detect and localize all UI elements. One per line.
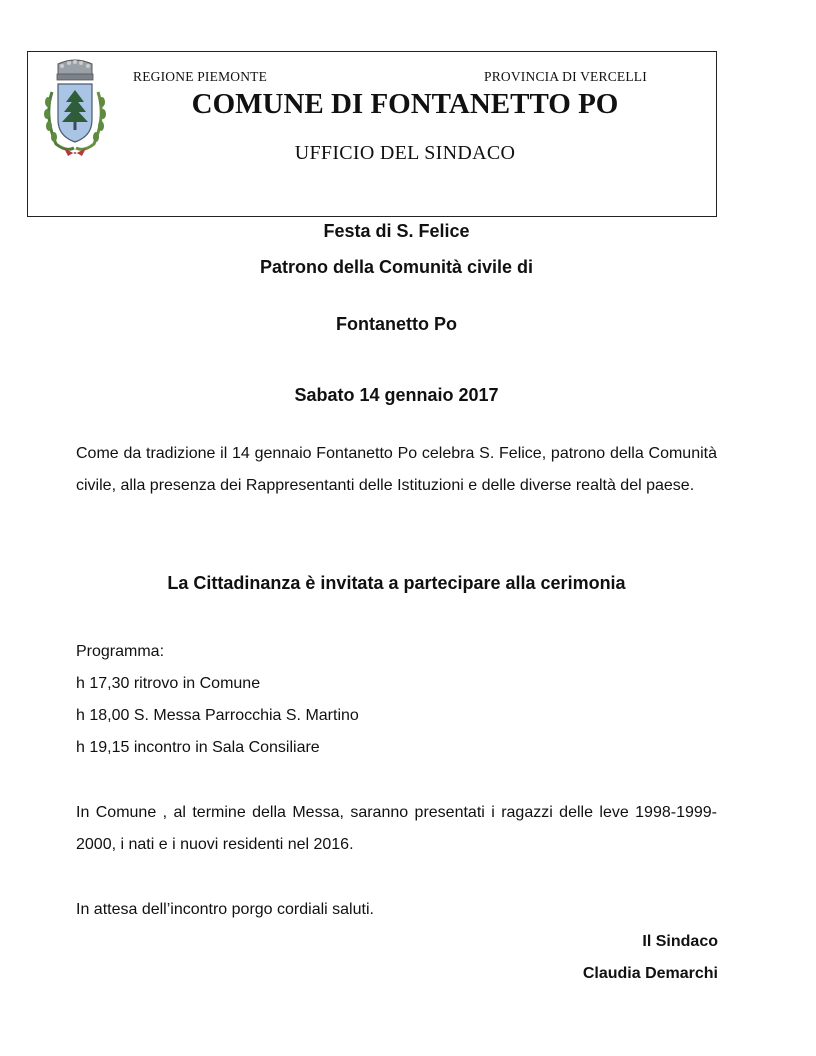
closing-line: In attesa dell’incontro porgo cordiali saluti. (76, 901, 374, 918)
signature-name: Claudia Demarchi (582, 965, 718, 982)
program-item: h 18,00 S. Messa Parrocchia S. Martino (76, 707, 359, 724)
event-date: Sabato 14 gennaio 2017 (294, 385, 499, 405)
region-label: REGIONE PIEMONTE (133, 69, 268, 84)
municipality-title: COMUNE DI FONTANETTO PO (191, 88, 619, 120)
program-item: h 17,30 ritrovo in Comune (76, 675, 261, 692)
office-title: UFFICIO DEL SINDACO (294, 142, 516, 164)
intro-paragraph: Come da tradizione il 14 gennaio Fontanetto Po celebra S. Felice, patrono della Comunità civile, alla presenza dei Rappresentanti delle Istituzioni e delle diverse realtà del paese. (76, 445, 717, 494)
invitation-line: La Cittadinanza è invitata a partecipare alla cerimonia (167, 573, 626, 593)
event-town: Fontanetto Po (336, 314, 457, 334)
event-title: Festa di S. Felice (323, 221, 470, 241)
signature-role: Il Sindaco (642, 933, 718, 950)
notice-paragraph: In Comune , al termine della Messa, saranno presentati i ragazzi delle leve 1998-1999-2000, i nati e i nuovi residenti nel 2016. (76, 804, 717, 853)
event-subtitle: Patrono della Comunità civile di (259, 257, 534, 277)
program-item: h 19,15 incontro in Sala Consiliare (76, 739, 320, 756)
province-label: PROVINCIA DI VERCELLI (484, 69, 647, 84)
program-heading: Programma: (76, 643, 165, 660)
